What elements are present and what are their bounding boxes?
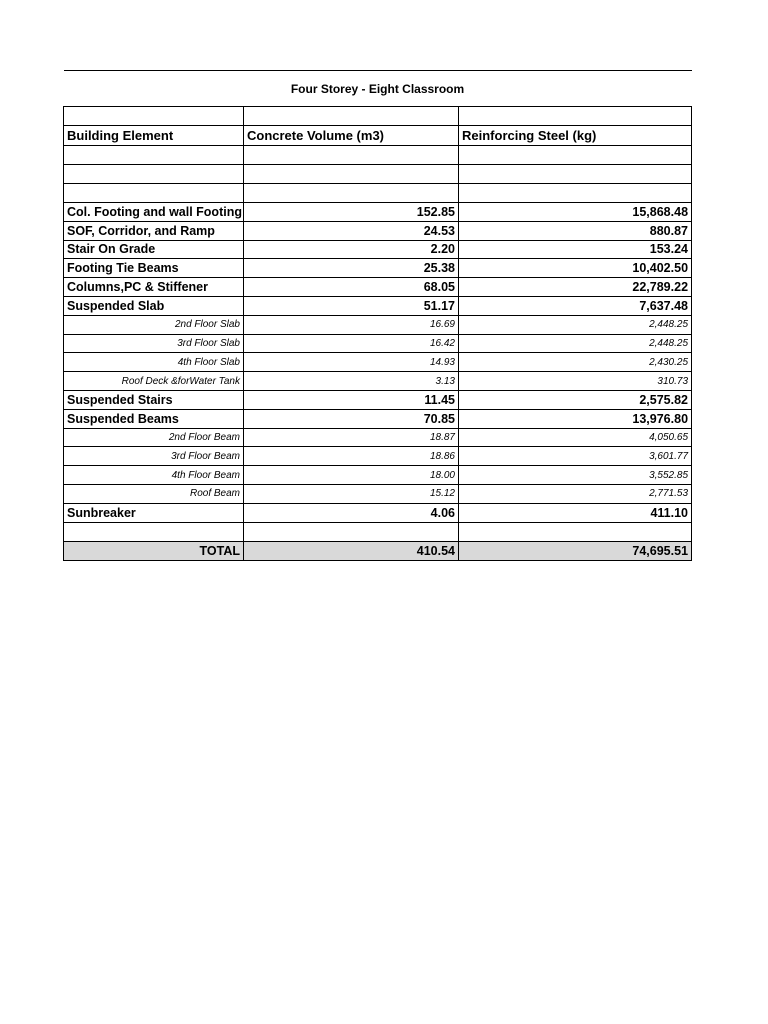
total-label: TOTAL bbox=[64, 541, 244, 560]
empty-cell bbox=[244, 146, 459, 165]
header-concrete-volume: Concrete Volume (m3) bbox=[244, 126, 459, 146]
reinforcing-steel-value: 3,552.85 bbox=[459, 466, 692, 485]
element-row bbox=[64, 203, 692, 222]
spacer-row bbox=[64, 165, 692, 184]
element-label: SOF, Corridor, and Ramp bbox=[64, 221, 244, 240]
empty-cell bbox=[459, 184, 692, 203]
element-label: Footing Tie Beams bbox=[64, 259, 244, 278]
empty-cell bbox=[244, 522, 459, 541]
element-label: 4th Floor Slab bbox=[64, 353, 244, 372]
element-row bbox=[64, 296, 692, 315]
element-label: Sunbreaker bbox=[64, 503, 244, 522]
total-row bbox=[64, 541, 692, 560]
concrete-volume-value: 70.85 bbox=[244, 409, 459, 428]
element-row bbox=[64, 409, 692, 428]
reinforcing-steel-value: 10,402.50 bbox=[459, 259, 692, 278]
reinforcing-steel-value: 4,050.65 bbox=[459, 428, 692, 447]
reinforcing-steel-value: 2,575.82 bbox=[459, 390, 692, 409]
element-row bbox=[64, 259, 692, 278]
sheet-title: Four Storey - Eight Classroom bbox=[64, 71, 692, 107]
reinforcing-steel-value: 880.87 bbox=[459, 221, 692, 240]
element-label: Suspended Slab bbox=[64, 296, 244, 315]
element-row bbox=[64, 278, 692, 297]
concrete-volume-value: 18.00 bbox=[244, 466, 459, 485]
header-row bbox=[64, 126, 692, 146]
reinforcing-steel-value: 411.10 bbox=[459, 503, 692, 522]
empty-cell bbox=[459, 165, 692, 184]
sub-item-row bbox=[64, 315, 692, 334]
empty-cell bbox=[64, 146, 244, 165]
element-row bbox=[64, 221, 692, 240]
title-row bbox=[64, 71, 692, 107]
concrete-volume-value: 51.17 bbox=[244, 296, 459, 315]
concrete-volume-value: 14.93 bbox=[244, 353, 459, 372]
element-label: 3rd Floor Beam bbox=[64, 447, 244, 466]
empty-cell bbox=[64, 522, 244, 541]
reinforcing-steel-value: 22,789.22 bbox=[459, 278, 692, 297]
empty-cell bbox=[64, 107, 244, 126]
reinforcing-steel-value: 153.24 bbox=[459, 240, 692, 259]
empty-cell bbox=[64, 165, 244, 184]
total-concrete-volume: 410.54 bbox=[244, 541, 459, 560]
spacer-row bbox=[64, 522, 692, 541]
sub-item-row bbox=[64, 428, 692, 447]
spacer-row bbox=[64, 184, 692, 203]
sub-item-row bbox=[64, 334, 692, 353]
reinforcing-steel-value: 2,448.25 bbox=[459, 334, 692, 353]
header-reinforcing-steel: Reinforcing Steel (kg) bbox=[459, 126, 692, 146]
concrete-volume-value: 16.69 bbox=[244, 315, 459, 334]
concrete-volume-value: 11.45 bbox=[244, 390, 459, 409]
element-label: Col. Footing and wall Footing bbox=[64, 203, 244, 222]
element-label: 4th Floor Beam bbox=[64, 466, 244, 485]
spacer-row bbox=[64, 146, 692, 165]
reinforcing-steel-value: 15,868.48 bbox=[459, 203, 692, 222]
element-label: Suspended Stairs bbox=[64, 390, 244, 409]
element-label: 3rd Floor Slab bbox=[64, 334, 244, 353]
empty-cell bbox=[244, 165, 459, 184]
reinforcing-steel-value: 2,771.53 bbox=[459, 484, 692, 503]
concrete-volume-value: 3.13 bbox=[244, 372, 459, 391]
sub-item-row bbox=[64, 466, 692, 485]
total-reinforcing-steel: 74,695.51 bbox=[459, 541, 692, 560]
element-row bbox=[64, 390, 692, 409]
element-label: Suspended Beams bbox=[64, 409, 244, 428]
sub-item-row bbox=[64, 372, 692, 391]
sub-item-row bbox=[64, 484, 692, 503]
reinforcing-steel-value: 3,601.77 bbox=[459, 447, 692, 466]
element-label: 2nd Floor Beam bbox=[64, 428, 244, 447]
concrete-volume-value: 16.42 bbox=[244, 334, 459, 353]
element-label: Columns,PC & Stiffener bbox=[64, 278, 244, 297]
concrete-volume-value: 15.12 bbox=[244, 484, 459, 503]
concrete-volume-value: 24.53 bbox=[244, 221, 459, 240]
concrete-volume-value: 25.38 bbox=[244, 259, 459, 278]
reinforcing-steel-value: 310.73 bbox=[459, 372, 692, 391]
element-label: 2nd Floor Slab bbox=[64, 315, 244, 334]
empty-cell bbox=[244, 184, 459, 203]
empty-cell bbox=[459, 522, 692, 541]
reinforcing-steel-value: 2,448.25 bbox=[459, 315, 692, 334]
concrete-volume-value: 68.05 bbox=[244, 278, 459, 297]
concrete-volume-value: 152.85 bbox=[244, 203, 459, 222]
empty-cell bbox=[244, 107, 459, 126]
element-row bbox=[64, 503, 692, 522]
empty-cell bbox=[459, 146, 692, 165]
element-label: Roof Beam bbox=[64, 484, 244, 503]
concrete-volume-value: 2.20 bbox=[244, 240, 459, 259]
sub-item-row bbox=[64, 447, 692, 466]
concrete-volume-value: 18.87 bbox=[244, 428, 459, 447]
element-row bbox=[64, 240, 692, 259]
quantity-table bbox=[63, 70, 692, 561]
header-building-element: Building Element bbox=[64, 126, 244, 146]
reinforcing-steel-value: 13,976.80 bbox=[459, 409, 692, 428]
empty-cell bbox=[459, 107, 692, 126]
reinforcing-steel-value: 2,430.25 bbox=[459, 353, 692, 372]
concrete-volume-value: 4.06 bbox=[244, 503, 459, 522]
sub-item-row bbox=[64, 353, 692, 372]
empty-cell bbox=[64, 184, 244, 203]
reinforcing-steel-value: 7,637.48 bbox=[459, 296, 692, 315]
concrete-volume-value: 18.86 bbox=[244, 447, 459, 466]
spacer-row bbox=[64, 107, 692, 126]
element-label: Roof Deck &forWater Tank bbox=[64, 372, 244, 391]
element-label: Stair On Grade bbox=[64, 240, 244, 259]
